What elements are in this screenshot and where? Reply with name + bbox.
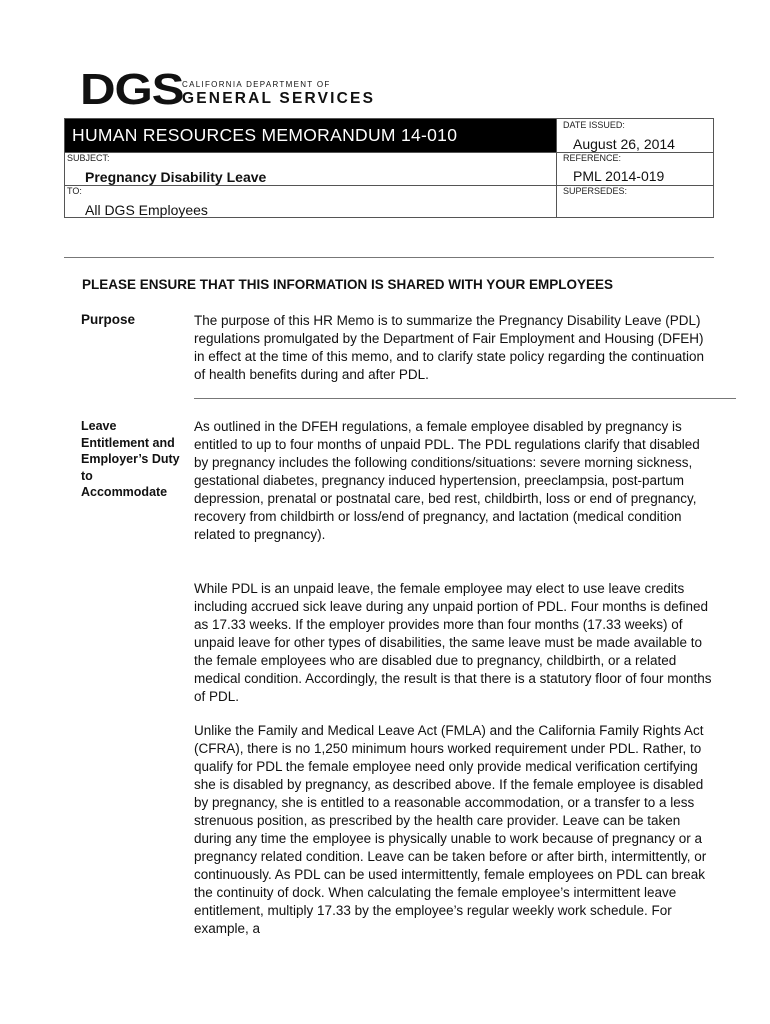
date-issued-label: DATE ISSUED: xyxy=(563,120,625,130)
reference-value: PML 2014-019 xyxy=(573,168,665,184)
subject-value: Pregnancy Disability Leave xyxy=(85,169,267,185)
logo-mark: DGS xyxy=(80,65,184,114)
logo-line-2: GENERAL SERVICES xyxy=(182,90,376,107)
subject-label: SUBJECT: xyxy=(67,153,110,163)
to-value: All DGS Employees xyxy=(85,202,208,218)
logo-line-1: CALIFORNIA DEPARTMENT OF xyxy=(182,80,331,89)
header-divider xyxy=(65,185,556,186)
memo-title: HUMAN RESOURCES MEMORANDUM 14-010 xyxy=(65,119,556,152)
date-issued-value: August 26, 2014 xyxy=(573,136,675,152)
leave-paragraph-2: While PDL is an unpaid leave, the female employee may elect to use leave credits including accrued sick leave during any unpaid portion of PDL. Four months is defined as 17.33 weeks. If the employer provides more than four months (17.33 weeks) of unpaid leave for other types of disabilities, the same leave must be made available to the female employees who are disabled due to pregnancy, childbirth, or a related medical condition. Accordingly, the result is that there is a statutory floor of four months of PDL. xyxy=(194,581,712,704)
leave-entitlement-heading: Leave Entitlement and Employer’s Duty to Accommodate xyxy=(81,419,180,499)
to-label: TO: xyxy=(67,186,82,196)
header-divider xyxy=(65,152,556,153)
leave-paragraph-3: Unlike the Family and Medical Leave Act (FMLA) and the California Family Rights Act (CFRA), there is no 1,250 minimum hours worked requirement under PDL. Rather, to qualify for PDL the female employee need only provide medical verification certifying she is disabled by pregnancy, as described above. If the female employee is disabled by pregnancy, she is entitled to a reasonable accommodation, or a transfer to a less strenuous position, as prescribed by the health care provider. Leave can be taken during any time the employee is physically unable to work because of pregnancy or a pregnancy related condition. Leave can be taken before or after birth, intermittently, or continuously. As PDL can be used intermittently, female employees on PDL can break the continuity of dock. When calculating the female employee’s intermittent leave entitlement, multiply 17.33 by the employee’s regular weekly work schedule. For example, a xyxy=(194,723,707,936)
supersedes-label: SUPERSEDES: xyxy=(563,186,628,196)
header-divider-vertical xyxy=(556,119,557,217)
purpose-heading: Purpose xyxy=(81,312,136,327)
notice-heading: PLEASE ENSURE THAT THIS INFORMATION IS SHARED WITH YOUR EMPLOYEES xyxy=(82,277,614,292)
purpose-paragraph: The purpose of this HR Memo is to summarize the Pregnancy Disability Leave (PDL) regulations promulgated by the Department of Fair Employment and Housing (DFEH) in effect at the time of this memo, and to clarify state policy regarding the continuation of health benefits during and after PDL. xyxy=(194,313,705,382)
reference-label: REFERENCE: xyxy=(563,153,622,163)
section-rule xyxy=(194,398,736,399)
leave-paragraph-1: As outlined in the DFEH regulations, a female employee disabled by pregnancy is entitled to up to four months of unpaid PDL. The PDL regulations clarify that disabled by pregnancy includes the following conditions/situations: severe morning sickness, gestational diabetes, pregnancy induced hypertension, preeclampsia, post-partum depression, prenatal or postnatal care, bed rest, childbirth, loss or end of pregnancy, recovery from childbirth or loss/end of pregnancy, and lactation (medical condition related to pregnancy). xyxy=(194,419,700,542)
section-rule xyxy=(64,257,714,258)
memo-header-box xyxy=(64,118,714,218)
